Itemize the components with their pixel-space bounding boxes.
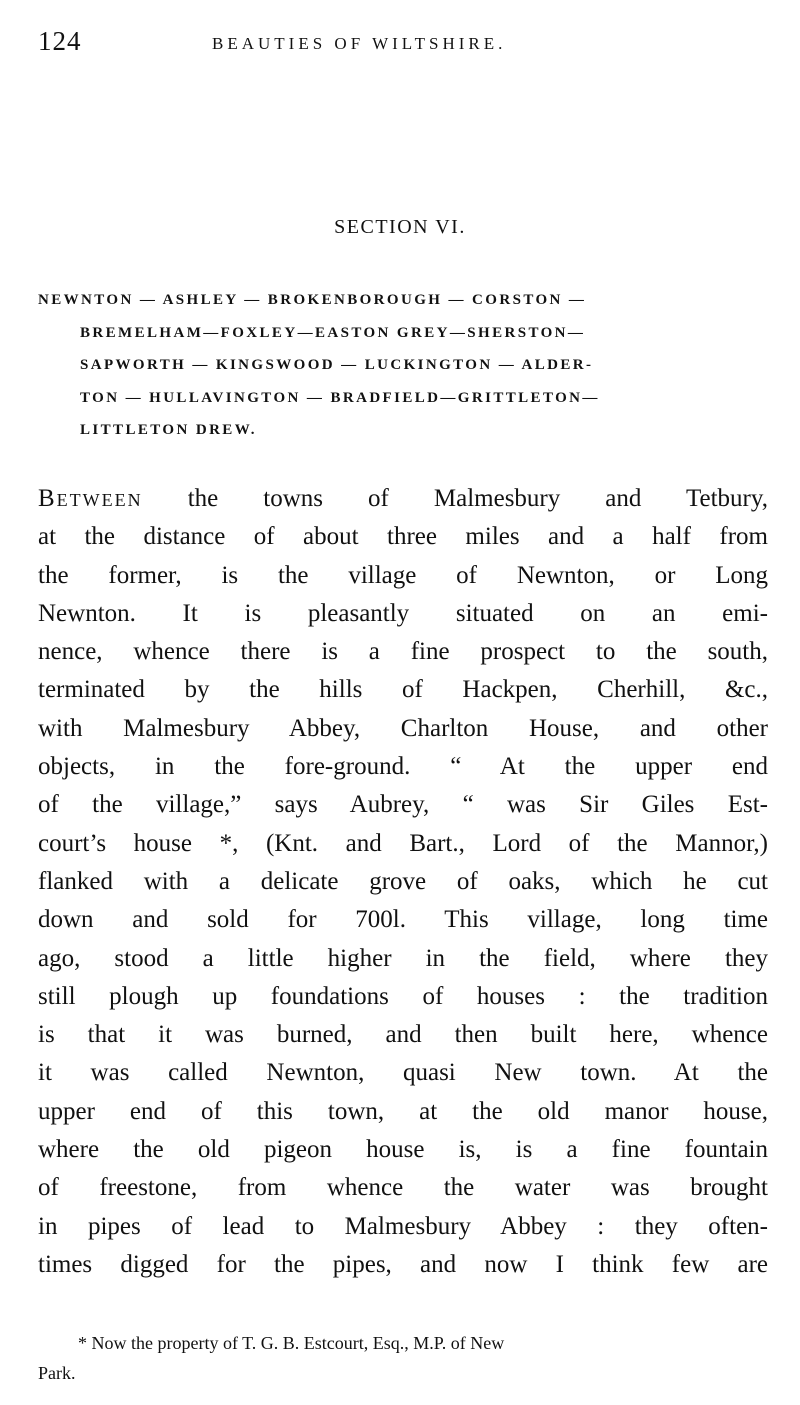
text-line: where the old pigeon house is, is a fine fountain [38,1136,768,1164]
text-line: still plough up foundations of houses : the tradition [38,982,768,1010]
text-line: objects, in the fore-ground. “ At the upper end [38,753,768,781]
contents-line: LITTLETON DREW. [80,422,257,439]
page-header [38,26,766,62]
text-line: terminated by the hills of Hackpen, Cherhill, &c., [38,676,768,704]
text-line: down and sold for 700l. This village, long time [38,906,768,934]
text-line-rest: the towns of Malmesbury and Tetbury, [142,485,768,512]
contents-line: NEWNTON — ASHLEY — BROKENBOROUGH — CORSTON — [38,292,587,308]
contents-line: BREMELHAM—FOXLEY—EASTON GREY—SHERSTON— [80,324,586,341]
text-line: it was called Newnton, quasi New town. At the [38,1059,768,1087]
text-line: nence, whence there is a fine prospect to the south, [38,638,768,666]
text-line: is that it was burned, and then built here, whence [38,1021,768,1049]
text-line: with Malmesbury Abbey, Charlton House, and other [38,714,768,742]
contents-line: SAPWORTH — KINGSWOOD — LUCKINGTON — ALDER- [80,357,594,374]
section-contents [38,284,768,447]
text-line: times digged for the pipes, and now I think few are [38,1250,768,1278]
page-number: 124 [38,26,82,56]
text-line: upper end of this town, at the old manor house, [38,1097,768,1125]
text-line: Newnton. It is pleasantly situated on an emi- [38,599,768,627]
text-line: of the village,” says Aubrey, “ was Sir Giles Est- [38,791,768,819]
dropcap-word: Between [38,485,143,512]
footnote-line: Park. [38,1363,76,1383]
text-line: flanked with a delicate grove of oaks, which he cut [38,867,768,895]
text-line: of freestone, from whence the water was brought [38,1174,768,1202]
text-line [38,480,768,518]
footnote [38,1328,768,1388]
contents-line: TON — HULLAVINGTON — BRADFIELD—GRITTLETON— [80,389,600,406]
running-title: BEAUTIES OF WILTSHIRE. [212,34,507,53]
body-paragraph [38,480,768,1284]
text-line: ago, stood a little higher in the field, where they [38,944,768,972]
section-heading: SECTION VI. [334,216,466,238]
text-line: the former, is the village of Newnton, or Long [38,561,768,589]
text-line: court’s house *, (Knt. and Bart., Lord of the Mannor,) [38,829,768,857]
text-line: at the distance of about three miles and a half from [38,523,768,551]
text-line: in pipes of lead to Malmesbury Abbey : they often- [38,1212,768,1240]
footnote-line: * Now the property of T. G. B. Estcourt, Esq., M.P. of New [78,1333,505,1353]
